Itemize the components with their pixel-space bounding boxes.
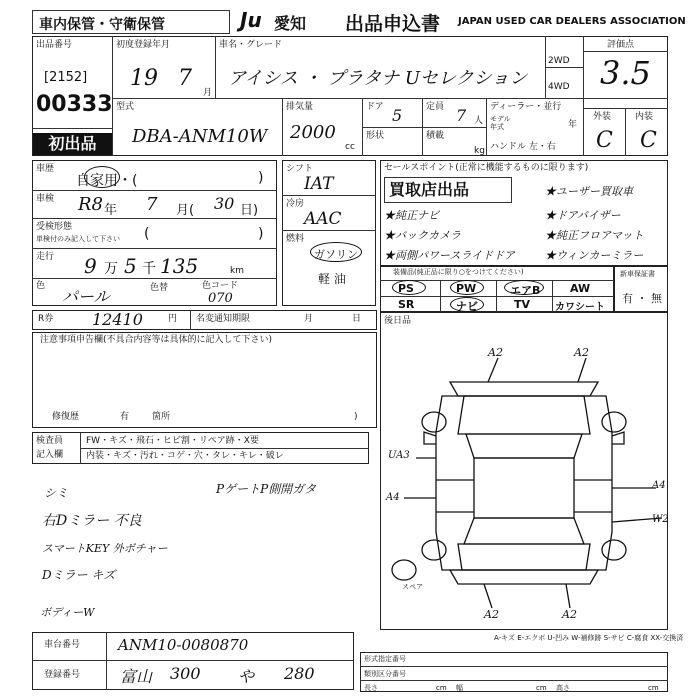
comment-3: 右Dミラー 不良 xyxy=(42,513,142,529)
color-change-label: 色替 xyxy=(150,283,169,293)
history-label: 車歴 xyxy=(36,164,55,174)
ps-circle xyxy=(392,280,426,295)
mark-rear-right: A2 xyxy=(562,608,577,621)
comment-5: Dミラー キズ xyxy=(42,568,116,582)
year-unit: 年 xyxy=(568,120,578,130)
mark-left-mirror: UA3 xyxy=(388,450,410,461)
fuel-label: 燃料 xyxy=(286,234,305,244)
first-listing-badge: 初出品 xyxy=(33,133,112,155)
chassis-label: 車台番号 xyxy=(44,640,81,650)
mileage-sen-unit: 千 xyxy=(142,261,156,277)
sales-point-5: ★純正フロアマット xyxy=(545,229,644,242)
equip-aw: AW xyxy=(570,282,591,295)
capacity-label: 定員 xyxy=(426,102,445,112)
comment-4: スマートKEY 外ボチャー xyxy=(42,542,168,555)
fuel-diesel: 軽 油 xyxy=(318,272,346,286)
recycle-label: R券 xyxy=(38,314,54,324)
fuel-value: ガソリン xyxy=(314,248,358,261)
navi-circle xyxy=(450,297,484,312)
shape-label: 形状 xyxy=(366,131,385,141)
equip-sr: SR xyxy=(398,298,415,311)
shift-label: シフト xyxy=(286,164,314,174)
chassis-value: ANM10-0080870 xyxy=(118,636,249,654)
inspection-day: 30 xyxy=(214,194,235,213)
private-use-circle xyxy=(84,166,120,188)
int-grade-label: 内装 xyxy=(635,112,654,122)
inspector-label-1: 検査員 xyxy=(36,436,64,446)
inspection-label: 車検 xyxy=(36,194,55,204)
name-change-month: 月 xyxy=(304,314,314,324)
history-close: ) xyxy=(258,170,264,186)
height-unit: cm xyxy=(648,684,659,692)
comment-2: PゲートP側開ガタ xyxy=(216,482,317,496)
inspector-label-2: 記入欄 xyxy=(36,450,64,460)
reg-month: 7 xyxy=(178,66,192,91)
aircon-label: 冷房 xyxy=(286,199,305,209)
receipt-label: 受検形態 xyxy=(36,222,73,232)
doors-value: 5 xyxy=(392,106,403,125)
displacement-unit: cc xyxy=(345,142,355,152)
type-value: DBA-ANM10W xyxy=(132,126,268,147)
equip-navi: ナビ xyxy=(456,300,478,313)
mark-front-right: A2 xyxy=(574,346,589,359)
name-change-day: 日 xyxy=(352,314,362,324)
airbag-circle xyxy=(504,280,544,295)
plate-kana: や xyxy=(238,667,255,686)
mileage-unit: km xyxy=(230,266,244,276)
lot-number: 00333 xyxy=(36,92,113,117)
model-label: 車名・グレード xyxy=(219,40,283,50)
notes-box xyxy=(32,332,377,428)
displacement-label: 排気量 xyxy=(286,102,314,112)
back-label: 後日品 xyxy=(384,316,412,326)
sales-point-2: ★純正ナビ xyxy=(384,209,439,222)
type-cert-label: 形式指定番号 xyxy=(364,655,406,663)
score-value: 3.5 xyxy=(600,54,651,92)
color-label: 色 xyxy=(36,281,46,291)
model-year-label: モデル xyxy=(490,115,511,123)
dims-box xyxy=(360,652,668,692)
color-code: 070 xyxy=(208,291,233,306)
inspection-day-unit: 日) xyxy=(240,203,259,218)
shift-value: IAT xyxy=(304,174,334,194)
equipment-label: 装備品(純正品に限り○をつけてください) xyxy=(393,268,524,276)
aircon-value: AAC xyxy=(304,209,342,229)
mark-front-left: A2 xyxy=(488,346,503,359)
pw-circle xyxy=(450,280,484,295)
displacement-value: 2000 xyxy=(290,122,336,143)
plate-label: 登録番号 xyxy=(44,670,81,680)
class-code-label: 類別区分番号 xyxy=(364,670,406,678)
mileage-man-unit: 万 xyxy=(104,261,118,277)
org-name: 愛知 xyxy=(274,14,307,33)
inspection-month-unit: 月( xyxy=(176,203,195,218)
repair-label: 修復歴 xyxy=(52,412,80,422)
damage-legend: A-キズ E-エクボ U-凹み W-補修跡 S-サビ C-腐食 XX-交換済 xyxy=(494,634,684,642)
notes-label: 注意事項申告欄(不具合内容等は具体的に記入して下さい) xyxy=(40,335,273,345)
equip-airbag: エアB xyxy=(510,284,541,297)
repair-place: 箇所 xyxy=(152,412,171,422)
ext-grade: C xyxy=(596,128,613,153)
capacity-unit: 人 xyxy=(474,116,484,126)
reg-month-unit: 月 xyxy=(203,88,213,98)
inspection-month: 7 xyxy=(146,194,158,215)
plate-class: 300 xyxy=(170,664,201,683)
lot-label: 出品番号 xyxy=(36,40,73,50)
repair-close: ) xyxy=(354,412,358,422)
capacity-value: 7 xyxy=(456,106,467,125)
model-value: アイシス ・ プラタナ Uセレクション xyxy=(228,68,528,89)
score-label: 評価点 xyxy=(607,40,635,50)
doors-label: ドア xyxy=(366,102,384,112)
history-value: 自家用・( xyxy=(76,173,138,189)
warranty-value: 有 ・ 無 xyxy=(622,292,662,305)
dealer-label: ディーラー・並行 xyxy=(490,102,562,112)
mileage-label: 走行 xyxy=(36,252,55,262)
int-grade: C xyxy=(640,128,657,153)
color-value: パール xyxy=(62,287,110,306)
inspector-row-1: FW・キズ・飛石・ヒビ割・リペア跡・X要 xyxy=(86,436,259,446)
ext-grade-label: 外装 xyxy=(593,112,612,122)
gasoline-circle xyxy=(310,242,362,262)
form-title: 出品申込書 xyxy=(345,13,441,35)
plate-area: 富山 xyxy=(120,667,153,686)
mileage-rest: 135 xyxy=(160,254,199,278)
storage-box xyxy=(32,10,230,34)
repair-value: 有 xyxy=(120,412,130,422)
reg-year: 19 xyxy=(130,66,158,91)
recycle-unit: 円 xyxy=(168,314,178,324)
sales-point-6: ★両側パワースライドドア xyxy=(384,249,515,262)
inspection-year-unit: 年 xyxy=(104,203,118,218)
load-label: 積載 xyxy=(426,131,445,141)
load-unit: kg xyxy=(474,146,485,156)
top-grid xyxy=(32,36,668,156)
receipt-open: ( xyxy=(144,226,150,242)
recycle-value: 12410 xyxy=(92,310,143,329)
comment-1: シミ xyxy=(44,486,69,500)
type-label: 型式 xyxy=(116,102,135,112)
spare-label: スペア xyxy=(402,583,423,591)
sales-point-3: ★ドアバイザー xyxy=(545,209,621,222)
length-unit: cm xyxy=(436,684,447,692)
comment-6: ボディーW xyxy=(40,606,95,619)
equip-seat: カワシート xyxy=(555,302,605,313)
storage-label: 車内保管・守衛保管 xyxy=(39,17,165,33)
drive-2wd: 2WD xyxy=(548,56,570,66)
sales-point-4: ★バックカメラ xyxy=(384,229,461,242)
height-label: 高さ xyxy=(556,684,570,692)
mark-right-rear: W2 xyxy=(652,514,669,525)
plate-number: 280 xyxy=(284,664,315,683)
mileage-man: 9 xyxy=(84,254,97,278)
buyback-badge: 買取店出品 xyxy=(384,177,512,203)
year-label: 年式 xyxy=(490,123,504,131)
color-code-label: 色コード xyxy=(202,281,239,291)
mark-left-door: A4 xyxy=(386,492,400,503)
width-label: 幅 xyxy=(456,684,463,692)
sales-point-7: ★ウィンカーミラー xyxy=(545,249,644,262)
width-unit: cm xyxy=(536,684,547,692)
drive-4wd: 4WD xyxy=(548,82,570,92)
reg-label: 初度登録年月 xyxy=(116,40,171,50)
receipt-note: 単検付のみ記入して下さい xyxy=(36,235,120,243)
length-label: 長さ xyxy=(364,684,378,692)
mark-right-door: A4 xyxy=(652,480,666,491)
car-diagram xyxy=(380,312,668,630)
assoc-name: JAPAN USED CAR DEALERS ASSOCIATION xyxy=(458,16,686,27)
equip-tv: TV xyxy=(514,298,531,311)
ju-logo: Ju xyxy=(240,8,262,32)
handle-label: ハンドル 左・右 xyxy=(490,142,556,152)
receipt-close: ) xyxy=(258,226,264,242)
inspection-era: R8 xyxy=(78,194,104,215)
equip-ps: PS xyxy=(398,282,414,295)
name-change-label: 名変通知期限 xyxy=(196,314,251,324)
sales-point-1: ★ユーザー買取車 xyxy=(545,185,633,198)
equip-pw: PW xyxy=(456,282,477,295)
inspector-row-2: 内装・キズ・汚れ・コゲ・穴・タレ・キレ・破レ xyxy=(86,451,284,461)
sales-label: セールスポイント(正常に機能するものに限ります) xyxy=(384,163,589,173)
mileage-sen: 5 xyxy=(124,254,137,278)
warranty-label: 新車保証書 xyxy=(620,270,655,278)
lot-code: [2152] xyxy=(44,70,88,85)
mark-rear-left: A2 xyxy=(484,608,499,621)
